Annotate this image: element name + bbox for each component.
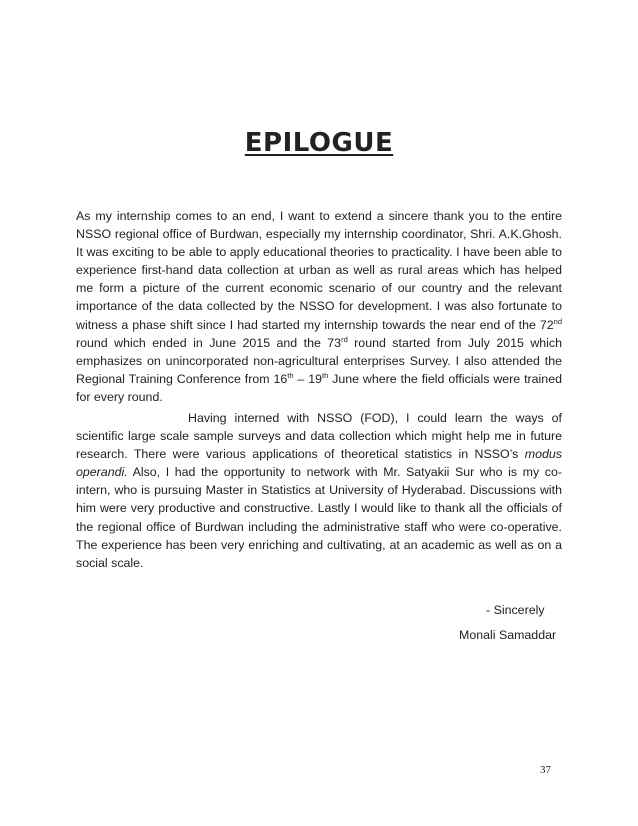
paragraph-1-text-e: June where the field officials were trained for every round.	[76, 371, 562, 404]
italic-phrase: modus operandi.	[76, 447, 562, 480]
superscript-nd: nd	[553, 316, 562, 326]
page-number: 37	[540, 764, 551, 776]
superscript-th-2: th	[321, 370, 329, 380]
paragraph-2	[76, 409, 562, 572]
superscript-rd: rd	[341, 334, 348, 344]
superscript-th-1: th	[287, 370, 294, 380]
closing-line: - Sincerely	[486, 603, 545, 617]
paragraph-1-text-b: round which ended in June 2015 and the 73	[76, 335, 342, 350]
page-title: EPILOGUE	[244, 128, 394, 158]
paragraph-1-text-d: – 19	[293, 371, 322, 386]
paragraph-1-text-a: As my internship comes to an end, I want to extend a sincere thank you to the entire NSSO regional office of Burdwan, especially my internship coordinator, Shri. A.K.Ghosh. It was exciting to be able to apply educational theories to practicality. I have been able to experience first-hand data collection at urban as well as rural areas which has helped me form a picture of the current economic scenario of our country and the relevant importance of the data collected by the NSSO for development. I was also fortunate to witness a phase shift since I had started my internship towards the near end of the 72	[76, 209, 562, 332]
paragraph-1-text-c: round started from July 2015 which emphasizes on unincorporated non-agricultural enterprises Survey. I also attended the Regional Training Conference from 16	[76, 335, 562, 386]
paragraph-2-text-b: Also, I had the opportunity to network with Mr. Satyakii Sur who is my co-intern, who is pursuing Master in Statistics at University of Hyderabad. Discussions with him were very productive and constructive. Lastly I would like to thank all the officials of the regional office of Burdwan including the administrative staff who were co-operative. The experience has been very enriching and cultivating, at an academic as well as on a social scale.	[76, 465, 562, 570]
paragraph-2-text-a: Having interned with NSSO (FOD), I could learn the ways of scientific large scale sample surveys and data collection which might help me in future research. There were various applications of theoretical statistics in NSSO’s	[76, 411, 562, 462]
paragraph-1	[76, 207, 562, 406]
signature-name: Monali Samaddar	[459, 628, 557, 642]
